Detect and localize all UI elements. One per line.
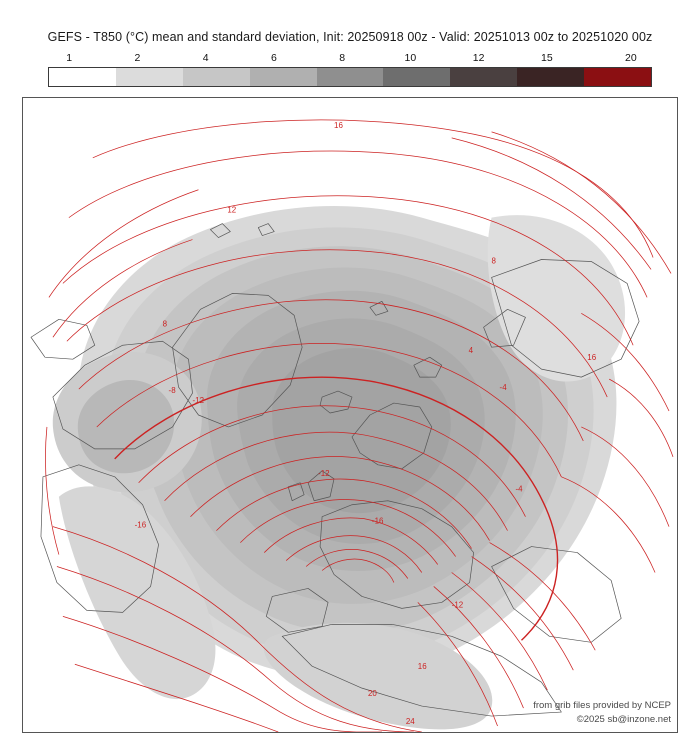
map-credit-source: from grib files provided by NCEP <box>533 700 671 711</box>
colorbar-swatch <box>49 68 116 86</box>
colorbar-tick: 4 <box>202 52 209 64</box>
colorbar-tick: 8 <box>339 52 346 64</box>
colorbar-tick: 12 <box>472 52 485 64</box>
contour-label: 24 <box>405 717 415 727</box>
contour-label: 8 <box>491 256 497 266</box>
colorbar-tick: 10 <box>404 52 417 64</box>
colorbar-tick: 2 <box>134 52 141 64</box>
colorbar-swatch <box>517 68 584 86</box>
contour-label: -8 <box>168 386 176 396</box>
colorbar-swatch <box>250 68 317 86</box>
colorbar-tick: 15 <box>541 52 553 64</box>
colorbar-tick: 20 <box>625 52 637 64</box>
contour-label: -16 <box>371 516 384 526</box>
contour-label: -4 <box>515 484 523 494</box>
contour-label: 12 <box>227 205 237 215</box>
colorbar-swatch <box>183 68 250 86</box>
contour-label: 16 <box>417 662 427 672</box>
colorbar-swatch <box>116 68 183 86</box>
colorbar-tick-labels <box>48 52 652 66</box>
contour-label: 8 <box>162 319 168 329</box>
contour-label: -12 <box>318 468 330 478</box>
colorbar-swatch <box>584 68 651 86</box>
contour-label: 20 <box>367 689 377 699</box>
map-panel[interactable] <box>22 97 678 733</box>
colorbar-swatch <box>383 68 450 86</box>
contour-label: 16 <box>334 120 343 130</box>
contour-east-c <box>609 379 673 457</box>
contour-label: 4 <box>468 346 474 356</box>
contour-label: -16 <box>134 520 147 530</box>
contour-label: -12 <box>451 600 464 610</box>
contour-label: 16 <box>587 353 597 363</box>
contour-label: -12 <box>192 396 205 406</box>
colorbar-tick: 6 <box>270 52 277 64</box>
stddev-shading-layer <box>53 206 625 729</box>
colorbar-tick: 1 <box>66 52 73 64</box>
colorbar-swatch <box>317 68 384 86</box>
contour-sw-a <box>45 427 58 555</box>
map-graphic <box>23 98 677 732</box>
colorbar-swatch <box>450 68 517 86</box>
map-credit-copyright: ©2025 sb@inzone.net <box>576 714 671 725</box>
contour-label: -4 <box>499 383 507 393</box>
colorbar-swatches <box>48 67 652 87</box>
colorbar <box>48 52 652 90</box>
page-title: GEFS - T850 (°C) mean and standard deviation, Init: 20250918 00z - Valid: 20251013 00z to 20251020 00z <box>47 30 653 44</box>
